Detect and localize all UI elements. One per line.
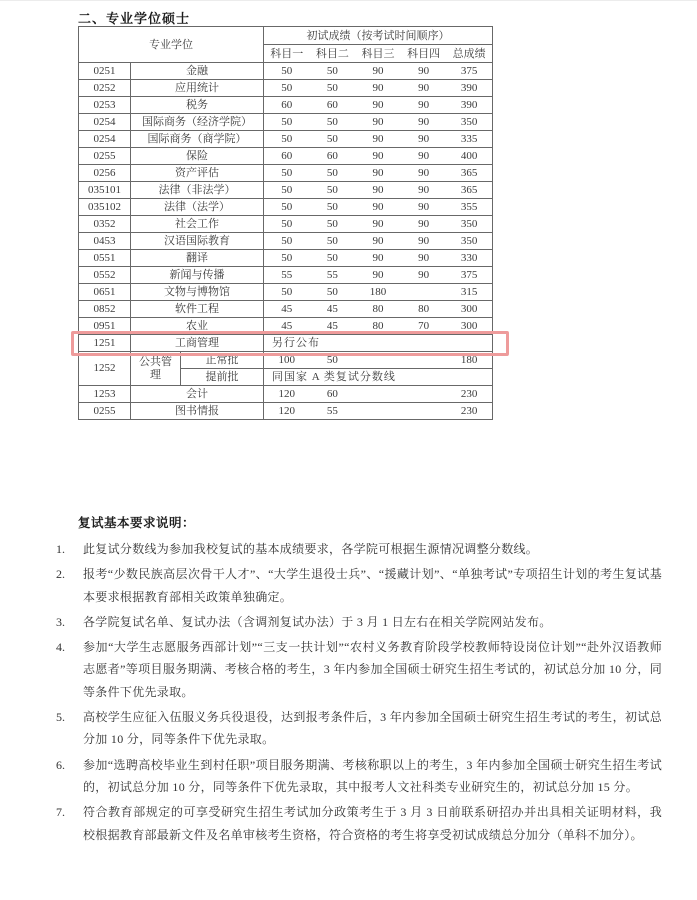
name-cell: 社会工作 (131, 216, 264, 233)
score-cell (264, 131, 493, 148)
table-row (79, 301, 493, 318)
score-values (264, 251, 492, 266)
score-cell (264, 267, 493, 284)
score-value: 335 (460, 132, 478, 145)
score-value: 45 (326, 319, 338, 332)
score-value: 90 (372, 183, 384, 196)
score-value: 90 (372, 98, 384, 111)
score-value: 230 (460, 387, 478, 400)
score-value: 90 (418, 149, 430, 162)
score-value: 55 (326, 404, 338, 417)
note-item (56, 611, 662, 633)
name-cell: 翻译 (131, 250, 264, 267)
score-value: 90 (418, 200, 430, 213)
table-row (79, 199, 493, 216)
score-value (401, 353, 447, 368)
code-cell: 0254 (79, 114, 131, 131)
table-row (79, 233, 493, 250)
score-value: 350 (460, 234, 478, 247)
code-cell: 035102 (79, 199, 131, 216)
score-group-header: 初试成绩（按考试时间顺序） (264, 27, 493, 45)
name-cell: 农业 (131, 318, 264, 335)
note-number: 1. (56, 542, 65, 556)
score-value: 90 (372, 64, 384, 77)
name-cell: 公共管理 (131, 352, 181, 386)
code-cell: 0951 (79, 318, 131, 335)
batch-cell: 正常批 (181, 352, 264, 369)
score-value: 70 (418, 319, 430, 332)
score-value: 180 (460, 353, 478, 366)
score-value: 60 (326, 387, 338, 400)
table-row (79, 250, 493, 267)
table-row (79, 148, 493, 165)
table-row (79, 403, 493, 420)
score-value: 50 (281, 81, 293, 94)
score-value: 55 (281, 268, 293, 281)
score-note-cell: 同国家 A 类复试分数线 (264, 369, 493, 386)
code-cell: 0852 (79, 301, 131, 318)
score-value: 390 (460, 98, 478, 111)
score-values (264, 115, 492, 130)
note-text: 高校学生应征入伍服义务兵役退役，达到报考条件后，3 年内参加全国硕士研究生招生考试的考生，初试总分加 10 分，同等条件下优先录取。 (83, 710, 662, 747)
degree-header: 专业学位 (79, 27, 264, 63)
score-value: 50 (326, 234, 338, 247)
table-row (79, 284, 493, 301)
score-cell (264, 216, 493, 233)
score-value: 180 (369, 285, 387, 298)
subject-header: 科目二 (315, 47, 349, 60)
code-cell: 1252 (79, 352, 131, 386)
score-value: 100 (278, 353, 296, 366)
score-cell (264, 352, 493, 369)
table-row (79, 386, 493, 403)
notes-list (56, 538, 662, 846)
note-number: 3. (56, 614, 65, 629)
score-value: 90 (418, 81, 430, 94)
score-value: 80 (372, 302, 384, 315)
table-row (79, 216, 493, 233)
score-cell (264, 182, 493, 199)
score-values (264, 268, 492, 283)
score-values (264, 404, 492, 419)
score-cell (264, 97, 493, 114)
name-cell: 国际商务（经济学院） (131, 114, 264, 131)
code-cell: 0453 (79, 233, 131, 250)
score-value: 90 (372, 251, 384, 264)
score-value: 90 (418, 115, 430, 128)
score-value: 55 (326, 268, 338, 281)
note-number: 4. (56, 640, 65, 655)
score-value: 365 (460, 183, 478, 196)
note-item (56, 706, 662, 751)
note-text: 此复试分数线为参加我校复试的基本成绩要求，各学院可根据生源情况调整分数线。 (83, 542, 539, 556)
score-value: 90 (372, 81, 384, 94)
score-value: 90 (372, 217, 384, 230)
score-value: 50 (281, 64, 293, 77)
score-cell (264, 250, 493, 267)
code-cell: 1253 (79, 386, 131, 403)
name-cell: 文物与博物馆 (131, 284, 264, 301)
score-values (264, 217, 492, 232)
name-cell: 法律（非法学） (131, 182, 264, 199)
code-cell: 1251 (79, 335, 131, 352)
code-cell: 0252 (79, 80, 131, 97)
score-value (355, 387, 401, 402)
name-cell: 汉语国际教育 (131, 233, 264, 250)
score-values (264, 302, 492, 317)
score-value: 390 (460, 81, 478, 94)
note-item (56, 636, 662, 703)
score-cell (264, 233, 493, 250)
score-value: 50 (326, 81, 338, 94)
code-cell: 0651 (79, 284, 131, 301)
batch-cell: 提前批 (181, 369, 264, 386)
code-cell: 0551 (79, 250, 131, 267)
code-cell: 0255 (79, 148, 131, 165)
score-value: 90 (418, 183, 430, 196)
section-title: 二、专业学位硕士 (78, 11, 191, 26)
score-values (264, 285, 492, 300)
score-table (78, 26, 493, 420)
score-value: 315 (460, 285, 478, 298)
score-value: 90 (372, 115, 384, 128)
note-text: 报考“少数民族高层次骨干人才”、“大学生退役士兵”、“援藏计划”、“单独考试”专项招生计划的考生复试基本要求根据教育部相关政策单独确定。 (83, 567, 662, 604)
score-values (264, 234, 492, 249)
table-row (79, 97, 493, 114)
notes-title: 复试基本要求说明： (78, 516, 196, 530)
table-row (79, 335, 493, 352)
table-row (79, 318, 493, 335)
score-value: 50 (281, 183, 293, 196)
score-value: 90 (372, 200, 384, 213)
score-values (264, 81, 492, 96)
score-value: 300 (460, 319, 478, 332)
score-note-cell: 另行公布 (264, 335, 493, 352)
code-cell: 0255 (79, 403, 131, 420)
code-cell: 0253 (79, 97, 131, 114)
score-value: 90 (418, 166, 430, 179)
score-value: 90 (418, 217, 430, 230)
name-cell: 金融 (131, 63, 264, 80)
name-cell: 税务 (131, 97, 264, 114)
name-cell: 应用统计 (131, 80, 264, 97)
table-row (79, 80, 493, 97)
note-item (56, 801, 662, 846)
score-value: 90 (418, 234, 430, 247)
table-row (79, 131, 493, 148)
name-cell: 新闻与传播 (131, 267, 264, 284)
score-values (264, 183, 492, 198)
score-value (401, 285, 447, 300)
score-value: 50 (326, 217, 338, 230)
subject-header: 总成绩 (452, 47, 486, 60)
score-cell (264, 403, 493, 420)
score-value: 50 (281, 115, 293, 128)
score-value: 50 (281, 217, 293, 230)
score-values (264, 149, 492, 164)
score-cell (264, 165, 493, 182)
score-value: 80 (372, 319, 384, 332)
score-values (264, 132, 492, 147)
score-value: 45 (281, 319, 293, 332)
score-value: 50 (326, 64, 338, 77)
score-value: 365 (460, 166, 478, 179)
code-cell: 0352 (79, 216, 131, 233)
score-values (264, 200, 492, 215)
score-value (401, 404, 447, 419)
score-value: 90 (418, 251, 430, 264)
score-table-body (79, 63, 493, 420)
name-cell: 工商管理 (131, 335, 264, 352)
score-values (264, 319, 492, 334)
table-row (79, 63, 493, 80)
score-value: 350 (460, 115, 478, 128)
score-cell (264, 301, 493, 318)
score-cell (264, 318, 493, 335)
score-value: 50 (326, 285, 338, 298)
code-cell: 0256 (79, 165, 131, 182)
score-value: 50 (281, 285, 293, 298)
score-value: 90 (372, 132, 384, 145)
score-value: 50 (281, 166, 293, 179)
score-value: 120 (278, 404, 296, 417)
score-value: 60 (281, 149, 293, 162)
score-value: 120 (278, 387, 296, 400)
score-value: 50 (326, 115, 338, 128)
score-value: 350 (460, 217, 478, 230)
score-table-wrap (78, 26, 492, 420)
score-value: 90 (418, 132, 430, 145)
subject-header-cell (264, 45, 493, 63)
score-cell (264, 199, 493, 216)
score-value: 50 (326, 251, 338, 264)
code-cell: 035101 (79, 182, 131, 199)
notes-section (56, 513, 662, 849)
score-cell (264, 63, 493, 80)
score-value: 90 (372, 149, 384, 162)
score-cell (264, 80, 493, 97)
score-value: 50 (281, 132, 293, 145)
score-cell (264, 114, 493, 131)
code-cell: 0254 (79, 131, 131, 148)
name-cell: 图书情报 (131, 403, 264, 420)
score-value: 90 (372, 268, 384, 281)
table-row (79, 114, 493, 131)
score-value: 330 (460, 251, 478, 264)
code-cell: 0552 (79, 267, 131, 284)
note-text: 参加“大学生志愿服务西部计划”“三支一扶计划”“农村义务教育阶段学校教师特设岗位计划”“赴外汉语教师志愿者”等项目服务期满、考核合格的考生，3 年内参加全国硕士研究生招生考试的，初试总分加 10 分，同等条件下优先录取。 (83, 640, 662, 699)
name-cell: 国际商务（商学院） (131, 131, 264, 148)
score-value: 90 (418, 64, 430, 77)
note-number: 2. (56, 567, 65, 582)
score-value: 90 (372, 166, 384, 179)
note-text: 各学院复试名单、复试办法（含调剂复试办法）于 3 月 1 日左右在相关学院网站发布。 (83, 614, 552, 629)
subject-headers (264, 46, 492, 62)
table-row (79, 165, 493, 182)
score-value: 50 (281, 251, 293, 264)
table-row (79, 182, 493, 199)
score-values (264, 64, 492, 79)
score-value: 90 (418, 268, 430, 281)
name-cell: 软件工程 (131, 301, 264, 318)
score-cell (264, 148, 493, 165)
name-cell: 资产评估 (131, 165, 264, 182)
name-cell: 保险 (131, 148, 264, 165)
note-text: 参加“选聘高校毕业生到村任职”项目服务期满、考核称职以上的考生，3 年内参加全国硕士研究生招生考试的，初试总分加 10 分，同等条件下优先录取，其中报考人文社科类专业研究生的，初试总分加 15 分。 (83, 757, 662, 794)
score-value: 50 (326, 200, 338, 213)
note-number: 6. (56, 757, 65, 772)
score-value: 60 (326, 98, 338, 111)
score-value: 80 (418, 302, 430, 315)
score-value: 50 (326, 166, 338, 179)
code-cell: 0251 (79, 63, 131, 80)
score-value: 50 (281, 234, 293, 247)
subject-header: 科目四 (407, 47, 441, 60)
score-cell (264, 284, 493, 301)
note-text: 符合教育部规定的可享受研究生招生考试加分政策考生于 3 月 3 日前联系研招办并出具相关证明材料，我校根据教育部最新文件及名单审核考生资格，符合资格的考生将享受初试成绩总分加分（单科不加分）。 (83, 805, 662, 842)
score-value: 400 (460, 149, 478, 162)
table-row (79, 352, 493, 369)
score-value: 45 (326, 302, 338, 315)
subject-header: 科目三 (361, 47, 395, 60)
score-value: 375 (460, 268, 478, 281)
score-values (264, 353, 492, 368)
score-cell (264, 386, 493, 403)
score-value (355, 404, 401, 419)
name-cell: 会计 (131, 386, 264, 403)
score-value: 60 (326, 149, 338, 162)
score-value: 60 (281, 98, 293, 111)
table-row (79, 267, 493, 284)
note-item (56, 538, 662, 560)
score-value: 45 (281, 302, 293, 315)
score-values (264, 387, 492, 402)
note-number: 5. (56, 710, 65, 725)
score-value: 50 (326, 132, 338, 145)
note-number: 7. (56, 805, 65, 820)
score-value: 230 (460, 404, 478, 417)
score-values (264, 98, 492, 113)
score-value: 50 (326, 183, 338, 196)
score-value: 50 (281, 200, 293, 213)
score-value: 355 (460, 200, 478, 213)
score-value: 90 (372, 234, 384, 247)
note-item (56, 563, 662, 608)
subject-header: 科目一 (270, 47, 304, 60)
table-header-row (79, 27, 493, 45)
note-item (56, 754, 662, 799)
score-value (401, 387, 447, 402)
score-value: 300 (460, 302, 478, 315)
score-values (264, 166, 492, 181)
score-value: 50 (326, 353, 338, 366)
score-value: 90 (418, 98, 430, 111)
name-cell: 法律（法学） (131, 199, 264, 216)
score-value (355, 353, 401, 368)
score-value: 375 (460, 64, 478, 77)
